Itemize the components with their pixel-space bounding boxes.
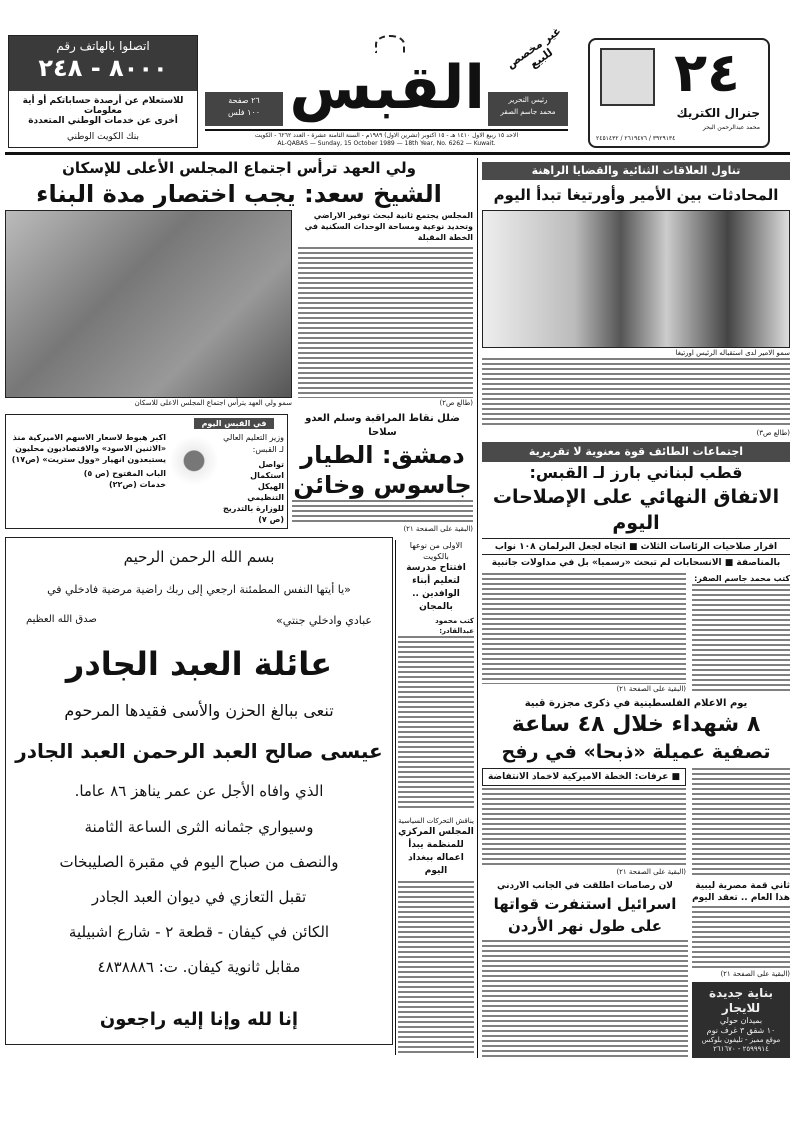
obituary-closing: إنا لله وإنا إليه راجعون bbox=[99, 1008, 299, 1030]
editor-label: رئيس التحرير bbox=[508, 96, 548, 104]
obituary-sadaq: صدق الله العظيم bbox=[26, 614, 97, 626]
lead-headline: الشيخ سعد: يجب اختصار مدة البناء bbox=[36, 180, 442, 208]
obituary-notice bbox=[5, 537, 393, 1045]
plo-kicker: يناقش التحركات السياسية bbox=[398, 817, 474, 825]
ge-ad-brand: جنرال الكتريك bbox=[676, 106, 760, 120]
bank-ad-name: بنك الكويت الوطني bbox=[66, 132, 139, 142]
bank-ad-line1: للاستعلام عن أرصدة حساباتكم أو أية معلومات bbox=[22, 96, 184, 116]
not-for-sale: غير مخصص للبيع bbox=[504, 24, 564, 72]
building-ad-sub: للايجار bbox=[721, 1001, 761, 1015]
lebanon-body bbox=[692, 584, 790, 694]
washer-image bbox=[600, 48, 655, 106]
ge-ad-big: ٢٤ bbox=[674, 41, 740, 104]
palestine-story bbox=[482, 697, 790, 877]
lead-caption: سمو ولي العهد يترأس اجتماع المجلس الاعلى للاسكان bbox=[134, 399, 292, 407]
building-ad-phone: ٢٥٩٩٩١٤ - ٢٦١٦٧٠ bbox=[713, 1045, 769, 1053]
summit-body bbox=[692, 906, 790, 969]
obituary-mourns: تنعى ببالغ الحزن والأسى فقيدها المرحوم bbox=[64, 701, 334, 721]
damascus-headline-1: دمشق: الطيار bbox=[300, 441, 465, 469]
lead-body bbox=[298, 247, 473, 398]
minister-photo bbox=[170, 432, 218, 504]
date-arabic: الاحد ١٥ ربيع الاول ١٤١٠ هـ - ١٥ اكتوبر (تشرين الاول) ١٩٨٩م - السنة الثامنة عشرة - العدد ٦٢٦٢ - الكويت bbox=[254, 132, 519, 139]
ge-ad-phones: ٣٩٢٩١٣٤ / ٢٦١٩٤٧٦ / ٢٤٥١٤٣٢ bbox=[596, 135, 676, 142]
building-ad-line2: ١٠ شقق ٣ غرف نوم bbox=[706, 1026, 776, 1035]
talks-band: تناول العلاقات الثنائية والقضايا الراهنة bbox=[482, 162, 790, 180]
school-column bbox=[398, 540, 474, 1055]
lebanon-byline: كتب محمد جاسم الصقر: bbox=[694, 574, 790, 583]
obituary-family: عائلة العبد الجادر bbox=[65, 645, 333, 684]
editor-name: محمد جاسم الصقر bbox=[500, 108, 556, 116]
lebanon-sub2: بالمناصفة ■ الانسحابات لم تبحث «رسميا» بل في مداولات جانبية bbox=[482, 554, 790, 570]
obituary-basmala: بسم الله الرحمن الرحيم bbox=[123, 548, 275, 566]
bank-ad-call: اتصلوا بالهاتف رقم bbox=[56, 39, 150, 53]
obituary-condolence-2: الكائن في كيفان - قطعة ٢ - شارع اشبيلية bbox=[68, 922, 330, 941]
bank-ad-number: ٨٠٠٠ - ٢٤٨ bbox=[38, 54, 168, 82]
today-item3: خدمات (ص٢٢) bbox=[108, 480, 166, 489]
lebanon-band: اجتماعات الطائف قوة معنوية لا تقريرية bbox=[482, 442, 790, 462]
obituary-condolence-1: تقبل التعازي في ديوان العبد الجادر bbox=[91, 887, 307, 906]
obituary-age: الذي وافاه الأجل عن عمر يناهز ٨٦ عاما. bbox=[74, 782, 324, 801]
obituary-verse-2: عبادي وادخلي جنتي» bbox=[276, 614, 372, 628]
today-stocks: اكبر هبوط لاسعار الاسهم الاميركية منذ «الاثنين الاسود» والاقتصاديون محليون يستبعدون انهيار «وول ستريت» (ص١٧) bbox=[11, 433, 166, 464]
obituary-burial-1: وسيواري جثمانه الثرى الساعة الثامنة bbox=[84, 817, 314, 836]
talks-caption: سمو الامير لدى استقباله الرئيس اورتيغا bbox=[675, 349, 790, 357]
arafat-headline: ■ عرفات: الخطة الاميركية لاخماد الانتفاضة bbox=[482, 768, 686, 786]
price: ١٠٠ فلس bbox=[227, 108, 261, 117]
school-byline: كتب محمود عبدالقادر: bbox=[435, 617, 474, 635]
building-ad bbox=[692, 982, 790, 1058]
ge-ad-dealer: محمد عبدالرحمن البحر bbox=[702, 124, 760, 131]
lebanon-story bbox=[482, 442, 790, 694]
today-box bbox=[5, 414, 288, 529]
bank-ad bbox=[8, 35, 198, 148]
damascus-story bbox=[292, 412, 473, 534]
jordan-headline-1: اسرائيل استنفرت قواتها bbox=[493, 895, 677, 913]
talks-more: (طالع ص٣) bbox=[756, 429, 790, 437]
school-body bbox=[398, 636, 474, 810]
talks-story bbox=[482, 158, 790, 438]
col-divider bbox=[477, 158, 478, 1058]
obituary-burial-2: والنصف من صباح اليوم في مقبرة الصليبخات bbox=[59, 852, 339, 871]
summit-more: (البقية على الصفحة ٢١) bbox=[720, 970, 790, 978]
today-item1: تواصل استكمال الهيكل التنظيمي للوزارة بالتدريج (ص ٧) bbox=[222, 460, 284, 524]
masthead-rule bbox=[205, 129, 568, 131]
today-item2: الباب المفتوح (ص ٥) bbox=[83, 469, 166, 478]
bank-ad-line2: أخرى عن خدمات الوطني المتعددة bbox=[28, 116, 178, 126]
obituary-verse-1: «يا أيتها النفس المطمئنة ارجعي إلى ربك راضية مرضية فادخلي في bbox=[47, 583, 351, 597]
damascus-more: (البقية على الصفحة ٢١) bbox=[403, 525, 473, 533]
building-ad-line1: بميدان حولي bbox=[719, 1016, 763, 1025]
lead-more: (طالع ص٢) bbox=[439, 399, 473, 407]
today-label: في القبس اليوم bbox=[194, 418, 274, 429]
jordan-kicker: لان رصاصات اطلقت في الجانب الاردني bbox=[497, 881, 673, 891]
lead-photo bbox=[5, 210, 292, 398]
palestine-more: (البقية على الصفحة ٢١) bbox=[616, 868, 686, 876]
ge-ad bbox=[588, 38, 770, 148]
plo-headline: المجلس المركزي للمنظمة يبدأ اعماله ببغداد اليوم bbox=[398, 827, 474, 876]
page-count: ٢٦ صفحة bbox=[228, 96, 260, 105]
building-ad-title: بناية جديدة bbox=[709, 986, 773, 1000]
talks-headline: المحادثات بين الأمير وأورتيغا تبدأ اليوم bbox=[493, 186, 779, 204]
lebanon-headline: الاتفاق النهائي على الإصلاحات اليوم bbox=[492, 486, 780, 534]
palestine-kicker: يوم الاعلام الفلسطينية في ذكرى مجزرة قبية bbox=[524, 698, 748, 709]
lebanon-sub1: اقرار صلاحيات الرئاسات الثلاث ■ اتجاه لجعل البرلمان ١٠٨ نواب bbox=[482, 538, 790, 554]
summit-headline: ثاني قمة مصرية ليبية هذا العام .. تعقد اليوم bbox=[692, 881, 790, 903]
date-english: AL-QABAS — Sunday, 15 October 1989 — 18th Year, No. 6262 — Kuwait. bbox=[277, 140, 496, 147]
obituary-condolence-3: مقابل ثانوية كيفان. ت: ٤٨٣٨٨٨٦ bbox=[97, 957, 301, 976]
lebanon-kicker: قطب لبناني بارز لـ القبس: bbox=[529, 463, 743, 482]
damascus-headline-2: جاسوس وخائن bbox=[293, 471, 472, 499]
palestine-side-body bbox=[692, 768, 790, 877]
summit-column bbox=[692, 880, 790, 1058]
talks-photo bbox=[482, 210, 790, 348]
page-top-rule bbox=[5, 152, 790, 155]
palestine-body bbox=[482, 788, 686, 867]
lead-sub: المجلس يجتمع ثانية لبحث توفير الاراضي وتحديد نوعية ومساحة الوحدات السكنية في الخطة المقبلة bbox=[304, 211, 473, 242]
price-box bbox=[205, 92, 283, 126]
editor-box bbox=[488, 92, 568, 126]
talks-body bbox=[482, 358, 790, 428]
lebanon-body-2 bbox=[482, 573, 686, 684]
palestine-headline-1: ٨ شهداء خلال ٤٨ ساعة bbox=[511, 712, 761, 737]
masthead-date bbox=[205, 132, 568, 148]
today-minister: وزير التعليم العالي لـ القبس: bbox=[223, 433, 284, 454]
palestine-headline-2: تصفية عميلة «ذبحا» في رفح bbox=[501, 741, 771, 763]
damascus-body bbox=[292, 500, 473, 524]
jordan-story bbox=[482, 880, 688, 1058]
plo-body bbox=[398, 881, 474, 1055]
lead-story bbox=[5, 158, 473, 408]
building-ad-line3: موقع مميز - تليفون بلوكس bbox=[701, 1036, 781, 1044]
school-headline: افتتاح مدرسة لتعليم أبناء الوافدين .. بالمجان bbox=[406, 563, 466, 612]
col-divider-2 bbox=[395, 540, 396, 1055]
damascus-kicker: ضلل نقاط المراقبة وسلم العدو سلاحا bbox=[305, 413, 460, 438]
masthead-logo: القبس bbox=[289, 53, 485, 123]
school-kicker: الاولى من نوعها بالكويت bbox=[409, 541, 463, 561]
jordan-headline-2: على طول نهر الأردن bbox=[507, 917, 663, 935]
lead-kicker: ولي العهد ترأس اجتماع المجلس الأعلى للإسكان bbox=[62, 159, 416, 177]
obituary-name: عيسى صالح العبد الرحمن العبد الجادر bbox=[15, 739, 383, 764]
lebanon-more: (البقية على الصفحة ٢١) bbox=[616, 685, 686, 693]
jordan-body bbox=[482, 940, 688, 1058]
